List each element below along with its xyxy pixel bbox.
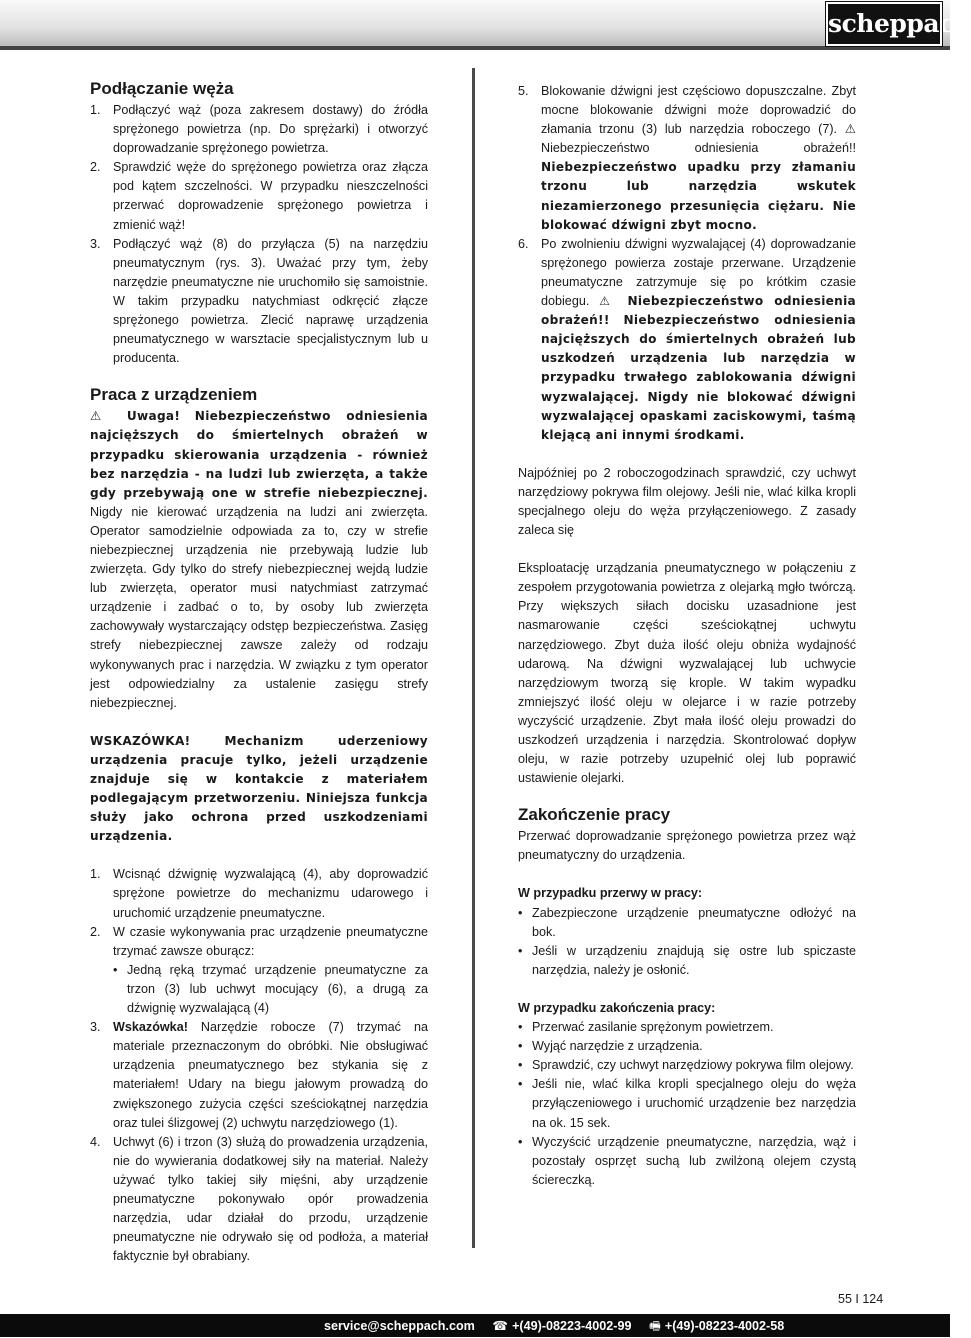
warning-paragraph [90, 407, 428, 713]
list-item [518, 235, 856, 445]
brand-logo: scheppach [826, 2, 942, 46]
bullet: • [518, 905, 523, 920]
list-item [518, 942, 856, 980]
item-text: Po zwolnieniu dźwigni wyzwalającej (4) doprowadzanie sprężonego powierza zostaje przerwane. Urządzenie pneumatyczne zatrzymuje się po krótkim czasie dobiegu. [541, 236, 856, 309]
warning-bold-text: Niebezpieczeństwo odniesienia najcięższych do śmiertelnych obrażeń w przypadku skierowania urządzenia - również bez narzędzia - na ludzi lub zwierzęta, a także gdy przebywają one w strefie niebezpiecznej. [90, 409, 428, 500]
warning-bold-text: Niebezpieczeństwo odniesienia najcięższych do śmiertelnych obrażeń lub uszkodzeń urządzenia lub narzędzia w przypadku trwałego zablokowania dźwigni wyzwalającej. Nigdy nie blokować dźwigni wyzwalającej opaskami zaciskowymi, taśmą klejącą ani innymi środkami. [541, 313, 856, 442]
footer-phone[interactable]: +(49)-08223-4002-99 [512, 1319, 632, 1333]
list-item [518, 1037, 856, 1056]
bullet: • [518, 1077, 523, 1092]
list-item [90, 101, 428, 158]
item-number: 6. [518, 236, 529, 251]
item-number: 2. [90, 924, 101, 939]
hose-steps-list [90, 101, 428, 368]
item-text: Podłączyć wąż (8) do przyłącza (5) na narzędziu pneumatycznym (rys. 3). Uważać przy tym, żeby narzędzie pneumatyczne nie uruchomiło się samoistnie. W takim przypadku natychmiast odkręcić złącze sprężonego powietrza. Zlecić naprawę urządzenia pneumatycznego w warsztacie specjalistycznym lub u producenta. [113, 236, 428, 366]
bullet: • [518, 1134, 523, 1149]
bullet: • [518, 1039, 523, 1054]
item-text: Wyjąć narzędzie z urządzenia. [532, 1039, 703, 1054]
list-item [90, 235, 428, 369]
item-text: Uchwyt (6) i trzon (3) służą do prowadzenia urządzenia, nie do wywierania dodatkowej siły na materiał. Należy używać tylko takiej siły mięśni, aby urządzenie pneumatyczne pokonywało opór prowadzenia narzędzia, udar działał do przodu, urządzenie pneumatyczne nie odrywało się od podłoża, a materiał faktycznie był obrabiany. [113, 1134, 428, 1264]
item-number: 3. [90, 1020, 101, 1035]
warning-icon: ⚠ [90, 409, 113, 424]
list-item [518, 1133, 856, 1190]
hint-label: Wskazówka! [113, 1020, 188, 1035]
heading-working: Praca z urządzeniem [90, 385, 258, 405]
list-item [90, 865, 428, 922]
item-text: Przerwać zasilanie sprężonym powietrzem. [532, 1020, 774, 1035]
list-item [90, 1018, 428, 1133]
item-text: Podłączyć wąż (poza zakresem dostawy) do źródła sprężonego powietrza (np. Do sprężarki) i otworzyć doprowadzanie sprężonego powietrza. [113, 103, 428, 156]
item-number: 5. [518, 84, 529, 98]
break-list [518, 904, 856, 980]
header-divider [0, 46, 950, 50]
item-number: 4. [90, 1134, 101, 1149]
list-item [518, 1056, 856, 1075]
footer-contact [324, 1317, 798, 1338]
warning-label: Uwaga! [126, 409, 181, 424]
bullet: • [518, 1058, 523, 1073]
item-text: Blokowanie dźwigni jest częściowo dopuszczalne. Zbyt mocne blokowanie dźwigni może doprowadzić do złamania trzonu (3) lub narzędzia roboczego (7). [541, 84, 856, 137]
oil-check-paragraph: Najpóźniej po 2 roboczogodzinach sprawdzić, czy uchwyt narzędziowy pokrywa film olejowy. Jeśli nie, wlać kilka kropli specjalnego oleju do węża przyłączeniowego. Z zasady zaleca się [518, 465, 856, 538]
item-text: Jeśli w urządzeniu znajdują się ostre lub spiczaste narzędzia, należy je osłonić. [532, 943, 856, 977]
oiler-paragraph: Eksploatację urządzania pneumatycznego w połączeniu z zespołem przygotowania powietrza z olejarką mgło twórczą. Przy większych siłach docisku uzasadnione jest nasmarowanie części sześciokątnej uchwytu narzędziowego. Zbyt duża ilość oleju obniża wydajność udarową. Na dźwigni wyzwalającej lub uchwycie narzędziowym tworzą się krople. W takim wypadku zmniejszyć ilość oleju w olejarce i w razie potrzeby wyczyścić urządzenie. Zbyt mała ilość oleju prowadzi do uszkodzeń urządzenia i narzędzia. Skontrolować dopływ oleju, w razie potrzeby uzupełnić olej lub poprawić ustawienie olejarki. [518, 561, 856, 786]
item-text: W czasie wykonywania prac urządzenie pneumatyczne trzymać zawsze oburącz: [113, 924, 428, 958]
item-number: 1. [90, 103, 101, 117]
item-text: Jeśli nie, wlać kilka kropli specjalnego oleju do węża przyłączeniowego i uruchomić urządzenie bez narzędzia na ok. 15 sek. [532, 1077, 856, 1130]
operation-steps-list [90, 865, 428, 1266]
heading-finish-work: Zakończenie pracy [518, 805, 671, 825]
item-text: Wyczyścić urządzenie pneumatyczne, narzędzia, wąż i pozostały osprzęt suchą lub zwilżoną olejem czystą ściereczką. [532, 1134, 856, 1187]
right-column [518, 82, 856, 1190]
fax-icon: 🖷 [648, 1319, 661, 1333]
phone-icon: ☎ [492, 1319, 509, 1333]
item-text: Jedną ręką trzymać urządzenie pneumatyczne za trzon (3) lub uchwyt mocujący (6), a drugą za dźwignię wyzwalającą (4) [127, 962, 428, 1016]
heading-hose-connection: Podłączanie węża [90, 79, 234, 98]
item-text: Wcisnąć dźwignię wyzwalającą (4), aby doprowadzić sprężone powietrze do mechanizmu udarowego i uruchomić urządzenie pneumatyczne. [113, 867, 428, 920]
list-item [518, 82, 856, 235]
item-text: Zabezpieczone urządzenie pneumatyczne odłożyć na bok. [532, 905, 856, 939]
footer-bar [0, 1314, 950, 1337]
item-number: 2. [90, 160, 101, 175]
finish-paragraph: Przerwać doprowadzanie sprężonego powietrza przez wąż pneumatyczny do urządzenia. [518, 829, 856, 863]
footer-email[interactable]: service@scheppach.com [324, 1319, 475, 1333]
end-title: W przypadku zakończenia pracy: [518, 1000, 716, 1015]
list-item [90, 1133, 428, 1267]
item-number: 3. [90, 236, 101, 251]
warning-label: ⚠ Niebezpieczeństwo odniesienia obrażeń!! [541, 294, 856, 328]
column-divider [472, 68, 475, 1248]
bullet: • [518, 1020, 523, 1035]
item-number: 1. [90, 867, 101, 882]
bullet: • [518, 943, 523, 958]
list-item [90, 923, 428, 1018]
item-text: Sprawdzić, czy uchwyt narzędziowy pokrywa film olejowy. [532, 1058, 854, 1073]
sub-list [113, 961, 428, 1018]
page-number: 55 I 124 [838, 1292, 884, 1306]
end-list [518, 1018, 856, 1190]
warning-bold-text: Niebezpieczeństwo upadku przy złamaniu trzonu lub narzędzia wskutek niezamierzonego przesunięcia ciężaru. Nie blokować dźwigni zbyt mocno. [541, 160, 856, 232]
list-item [518, 904, 856, 942]
footer-fax[interactable]: +(49)-08223-4002-58 [664, 1319, 785, 1333]
list-item [90, 158, 428, 234]
warning-body-text: Nigdy nie kierować urządzenia na ludzi ani zwierzęta. Operator samodzielnie odpowiada za to, czy w strefie niebezpiecznej urządzenia nie przebywają ludzie lub zwierzęta. Gdy tylko do strefy niebezpiecznej wejdą ludzie lub zwierzęta, operator musi natychmiast zatrzymać urządzenie i zadbać o to, by osoby lub zwierzęta zachowywały wystarczający odstęp bezpieczeństwa. Zasięg strefy niebezpiecznej zawsze zależy od rodzaju wykonywanych prac i narzędzia. W związku z tym operator jest odpowiedzialny za ustalenie zasięgu strefy niebezpiecznej. [90, 504, 428, 710]
warning-text: ⚠ Niebezpieczeństwo odniesienia obrażeń!! [541, 122, 856, 156]
list-item [518, 1018, 856, 1037]
break-title: W przypadku przerwy w pracy: [518, 886, 703, 901]
bullet: • [113, 962, 118, 977]
left-column [90, 78, 428, 1266]
header-bar [0, 0, 950, 50]
list-item [518, 1075, 856, 1132]
sub-list-item [113, 961, 428, 1018]
item-text: Narzędzie robocze (7) trzymać na materiale przeznaczonym do obróbki. Nie obsługiwać urządzenia pneumatycznego bez stykania się z materiałem! Udary na biegu jałowym prowadzą do zwiększonego zużycia części sześciokątnej narzędzia oraz tulei ślizgowej (2) uchwytu narzędziowego (1). [113, 1020, 428, 1130]
operation-steps-continued [518, 82, 856, 445]
note-paragraph: WSKAZÓWKA! Mechanizm uderzeniowy urządzenia pracuje tylko, jeżeli urządzenie znajduje się w kontakcie z materiałem podlegającym przetworzeniu. Niniejsza funkcja służy jako ochrona przed uszkodzeniami urządzenia. [90, 733, 428, 844]
item-text: Sprawdzić węże do sprężonego powietrza oraz złącza pod kątem szczelności. W przypadku nieszczelności przerwać doprowadzenie sprężonego powietrza i zmienić wąż! [113, 160, 428, 232]
